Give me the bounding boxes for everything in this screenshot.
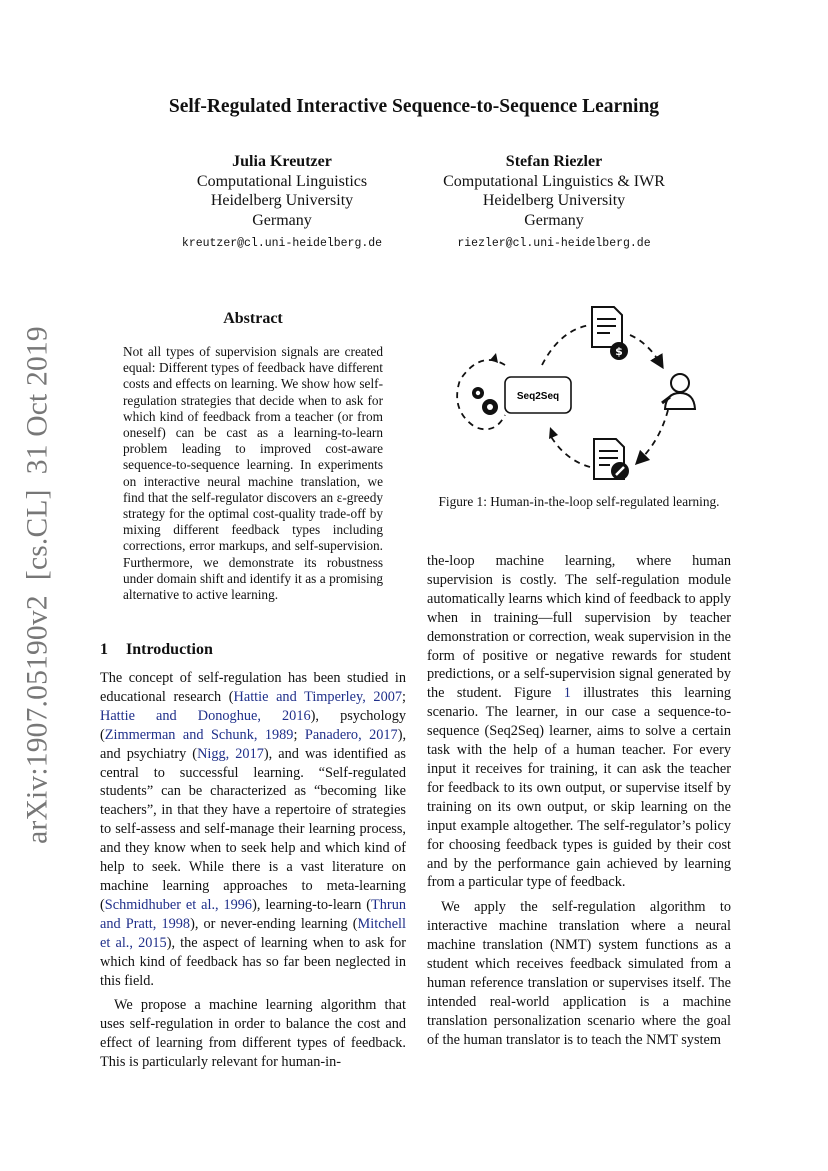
intro-paragraph-4: We apply the self-regulation algorithm to interactive machine translation where a neural machine translation (NMT) system functions as a student which receives feedback simulated from a human reference translation or supervises itself. The intended real-world application is a machine translation personalization scenario where the goal of the human translator is to teach the NMT system (427, 899, 731, 1048)
arrowhead (549, 427, 558, 439)
author-affiliation: Computational Linguistics & IWR (443, 172, 665, 190)
dashed-arrow (542, 325, 590, 365)
section-title: Introduction (126, 641, 213, 658)
figure-ref-link[interactable]: 1 (563, 685, 571, 702)
author-block-2 (425, 152, 683, 254)
author-name: Stefan Riezler (505, 153, 603, 170)
text-run: The concept of self-regulation has been studied in educational research ( (100, 670, 406, 705)
author-affiliation: Heidelberg University (210, 192, 354, 209)
section-number: 1 (100, 641, 108, 658)
dashed-arrow (550, 435, 590, 467)
document-cost-icon (592, 307, 628, 360)
text-run: ; (402, 688, 406, 705)
arrowhead (490, 353, 498, 363)
arxiv-stamp: arXiv:1907.05190v2 [cs.CL] 31 Oct 2019 (21, 326, 54, 844)
citation-link[interactable]: Thrun and Pratt, 1998 (100, 896, 406, 932)
figure-caption: Figure 1: Human-in-the-loop self-regulated learning. (438, 494, 720, 509)
text-run: ), the aspect of learning when to ask for which kind of feedback has so far been neglected in this field. (100, 934, 406, 989)
text-run: ), and psychiatry ( (100, 726, 407, 762)
dashed-arrow (630, 335, 660, 363)
section-heading (100, 641, 213, 659)
left-column-body (100, 669, 406, 1072)
abstract-heading: Abstract (223, 310, 283, 327)
figure-diagram (450, 305, 715, 485)
author-name: Julia Kreutzer (232, 153, 332, 170)
citation-link[interactable]: Mitchell et al., 2015 (100, 915, 406, 951)
author-country: Germany (252, 211, 312, 229)
author-affiliation: Heidelberg University (482, 192, 626, 209)
abstract-text: Not all types of supervision signals are created equal: Different types of feedback have different costs and effects on learning. We show how self-regulation strategies that decide when to ask for which kind of feedback from a teacher (or from oneself) can be cast as a learning-to-learn problem leading to improved cost-aware sequence-to-sequence learning. In experiments on interactive neural machine translation, we find that the self-regulator discovers an ε-greedy strategy for the optimal cost-quality trade-off by mixing different feedback types including corrections, error markups, and self-supervision. Furthermore, we demonstrate its robustness under domain shift and identify it as a promising alternative to active learning. (123, 344, 383, 603)
author-country: Germany (524, 211, 584, 229)
text-run: ), learning-to-learn ( (252, 896, 372, 913)
text-run: ; (293, 726, 305, 743)
text-run: ), psychology ( (100, 707, 406, 743)
author-block-1 (172, 152, 392, 254)
text-run: ), or never-ending learning ( (190, 915, 358, 932)
seq2seq-label: Seq2Seq (516, 391, 560, 402)
citation-link[interactable]: Zimmerman and Schunk, 1989 (104, 726, 294, 743)
right-column-body (427, 552, 731, 1050)
author-email[interactable]: riezler@cl.uni-heidelberg.de (457, 237, 651, 250)
text-run: the-loop machine learning, where human supervision is costly. The self-regulation module automatically learns which kind of feedback to apply when in training—full supervision by teacher demonstration or correction, weak supervision in the form of positive or negative rewards for student predictions, or a self-supervision signal generated by the student. Figure (427, 553, 731, 702)
dashed-arrow (640, 410, 668, 460)
citation-link[interactable]: Hattie and Timperley, 2007 (233, 688, 403, 705)
svg-text:$: $ (615, 345, 623, 358)
gears-icon (472, 387, 498, 415)
citation-link[interactable]: Panadero, 2017 (304, 726, 398, 743)
user-icon (662, 374, 695, 409)
intro-paragraph-1 (100, 669, 406, 990)
author-email[interactable]: kreutzer@cl.uni-heidelberg.de (181, 237, 383, 250)
document-edit-icon (594, 439, 629, 480)
citation-link[interactable]: Schmidhuber et al., 1996 (104, 896, 253, 913)
citation-link[interactable]: Nigg, 2017 (197, 745, 264, 762)
text-run: illustrates this learning scenario. The learner, in our case a sequence-to-sequence (Seq2Seq) learner, aims to solve a certain task with the help of a human teacher. For every input it receives for training, it can ask the teacher for feedback to its own output, or supervise itself by training on its own output, or skip learning on the input example altogether. The self-regulator’s policy for choosing feedback types is guided by their cost and by the performance gain achieved by learning from a particular type of feedback. (427, 685, 732, 891)
citation-link[interactable]: Hattie and Donoghue, 2016 (100, 707, 311, 724)
paper-title: Self-Regulated Interactive Sequence-to-Sequence Learning (168, 96, 660, 117)
intro-paragraph-3 (427, 552, 731, 892)
author-affiliation: Computational Linguistics (196, 172, 368, 190)
intro-paragraph-2: We propose a machine learning algorithm that uses self-regulation in order to balance the cost and effect of learning from different types of feedback. This is particularly relevant for human-in- (100, 997, 406, 1071)
text-run: ), and was identified as central to successful learning. “Self-regulated students” can be characterized as “becoming like teachers”, in that they have a repertoire of strategies to self-assess and self-manage their learning process, and they know when to seek help and which kind of help to seek. While there is a vast literature on machine learning approaches to meta-learning ( (100, 745, 406, 913)
